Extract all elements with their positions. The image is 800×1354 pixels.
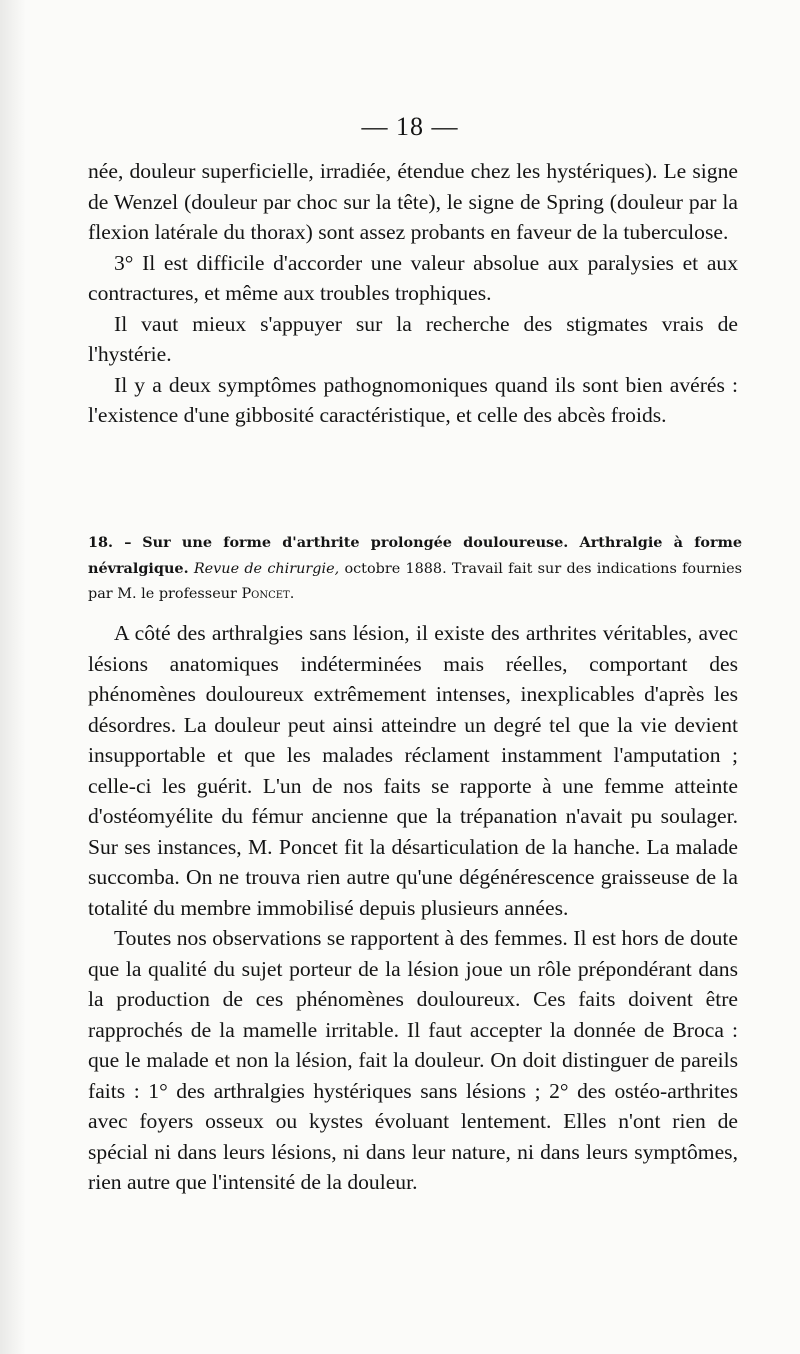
paragraph-stigmates: Il vaut mieux s'appuyer sur la recherche des stigmates vrais de l'hystérie. bbox=[88, 311, 738, 366]
paragraph-symptomes: Il y a deux symptômes pathognomoniques quand ils sont bien avérés : l'existence d'une gibbosité caractéristique, et celle des abcès froids. bbox=[88, 372, 738, 427]
bottom-text-block bbox=[88, 618, 738, 1198]
entry-title: Sur une forme d'arthrite prolongée douloureuse. Arthralgie à forme névralgique. bbox=[88, 534, 742, 577]
entry-number: 18. – bbox=[88, 534, 132, 551]
entry-professor: Poncet. bbox=[241, 586, 295, 602]
top-text-block bbox=[88, 156, 738, 431]
entry-details: octobre 1888. Travail fait sur des indications fournies par M. le professeur bbox=[88, 561, 742, 602]
entry-journal: Revue de chirurgie, bbox=[193, 561, 340, 577]
bibliography-entry bbox=[88, 530, 742, 607]
paragraph-observations: Toutes nos observations se rapportent à des femmes. Il est hors de doute que la qualité du sujet porteur de la lésion joue un rôle prépondérant dans la production de ces phénomènes douloureux. Ces faits doivent être rapprochés de la mamelle irritable. Il faut accepter la donnée de Broca : que le malade et non la lésion, fait la douleur. On doit distinguer de pareils faits : 1° des arthralgies hystériques sans lésions ; 2° des ostéo-arthrites avec foyers osseux ou kystes évoluant lentement. Elles n'ont rien de spécial ni dans leurs lésions, ni dans leur nature, ni dans leurs symptômes, rien autre que l'intensité de la douleur. bbox=[88, 926, 738, 1194]
paragraph-point-3: 3° Il est difficile d'accorder une valeur absolue aux paralysies et aux contractures, et même aux troubles trophiques. bbox=[88, 250, 738, 305]
paragraph-arthralgies: A côté des arthralgies sans lésion, il existe des arthrites véritables, avec lésions anatomiques indéterminées mais réelles, comportant des phénomènes douloureux extrêmement intenses, inexplicables d'après les désordres. La douleur peut ainsi atteindre un degré tel que la vie devient insupportable et que les malades réclament instamment l'amputation ; celle-ci les guérit. L'un de nos faits se rapporte à une femme atteinte d'ostéomyélite du fémur ancienne que la trépanation n'avait pu soulager. Sur ses instances, M. Poncet fit la désarticulation de la hanche. La malade succomba. On ne trouva rien autre qu'une dégénérescence graisseuse de la totalité du membre immobilisé depuis plusieurs années. bbox=[88, 621, 738, 920]
paragraph-continuation: née, douleur superficielle, irradiée, étendue chez les hystériques). Le signe de Wenzel (douleur par choc sur la tête), le signe de Spring (douleur par la flexion latérale du thorax) sont assez probants en faveur de la tuberculose. bbox=[88, 159, 738, 244]
page-number: — 18 — bbox=[361, 112, 459, 141]
